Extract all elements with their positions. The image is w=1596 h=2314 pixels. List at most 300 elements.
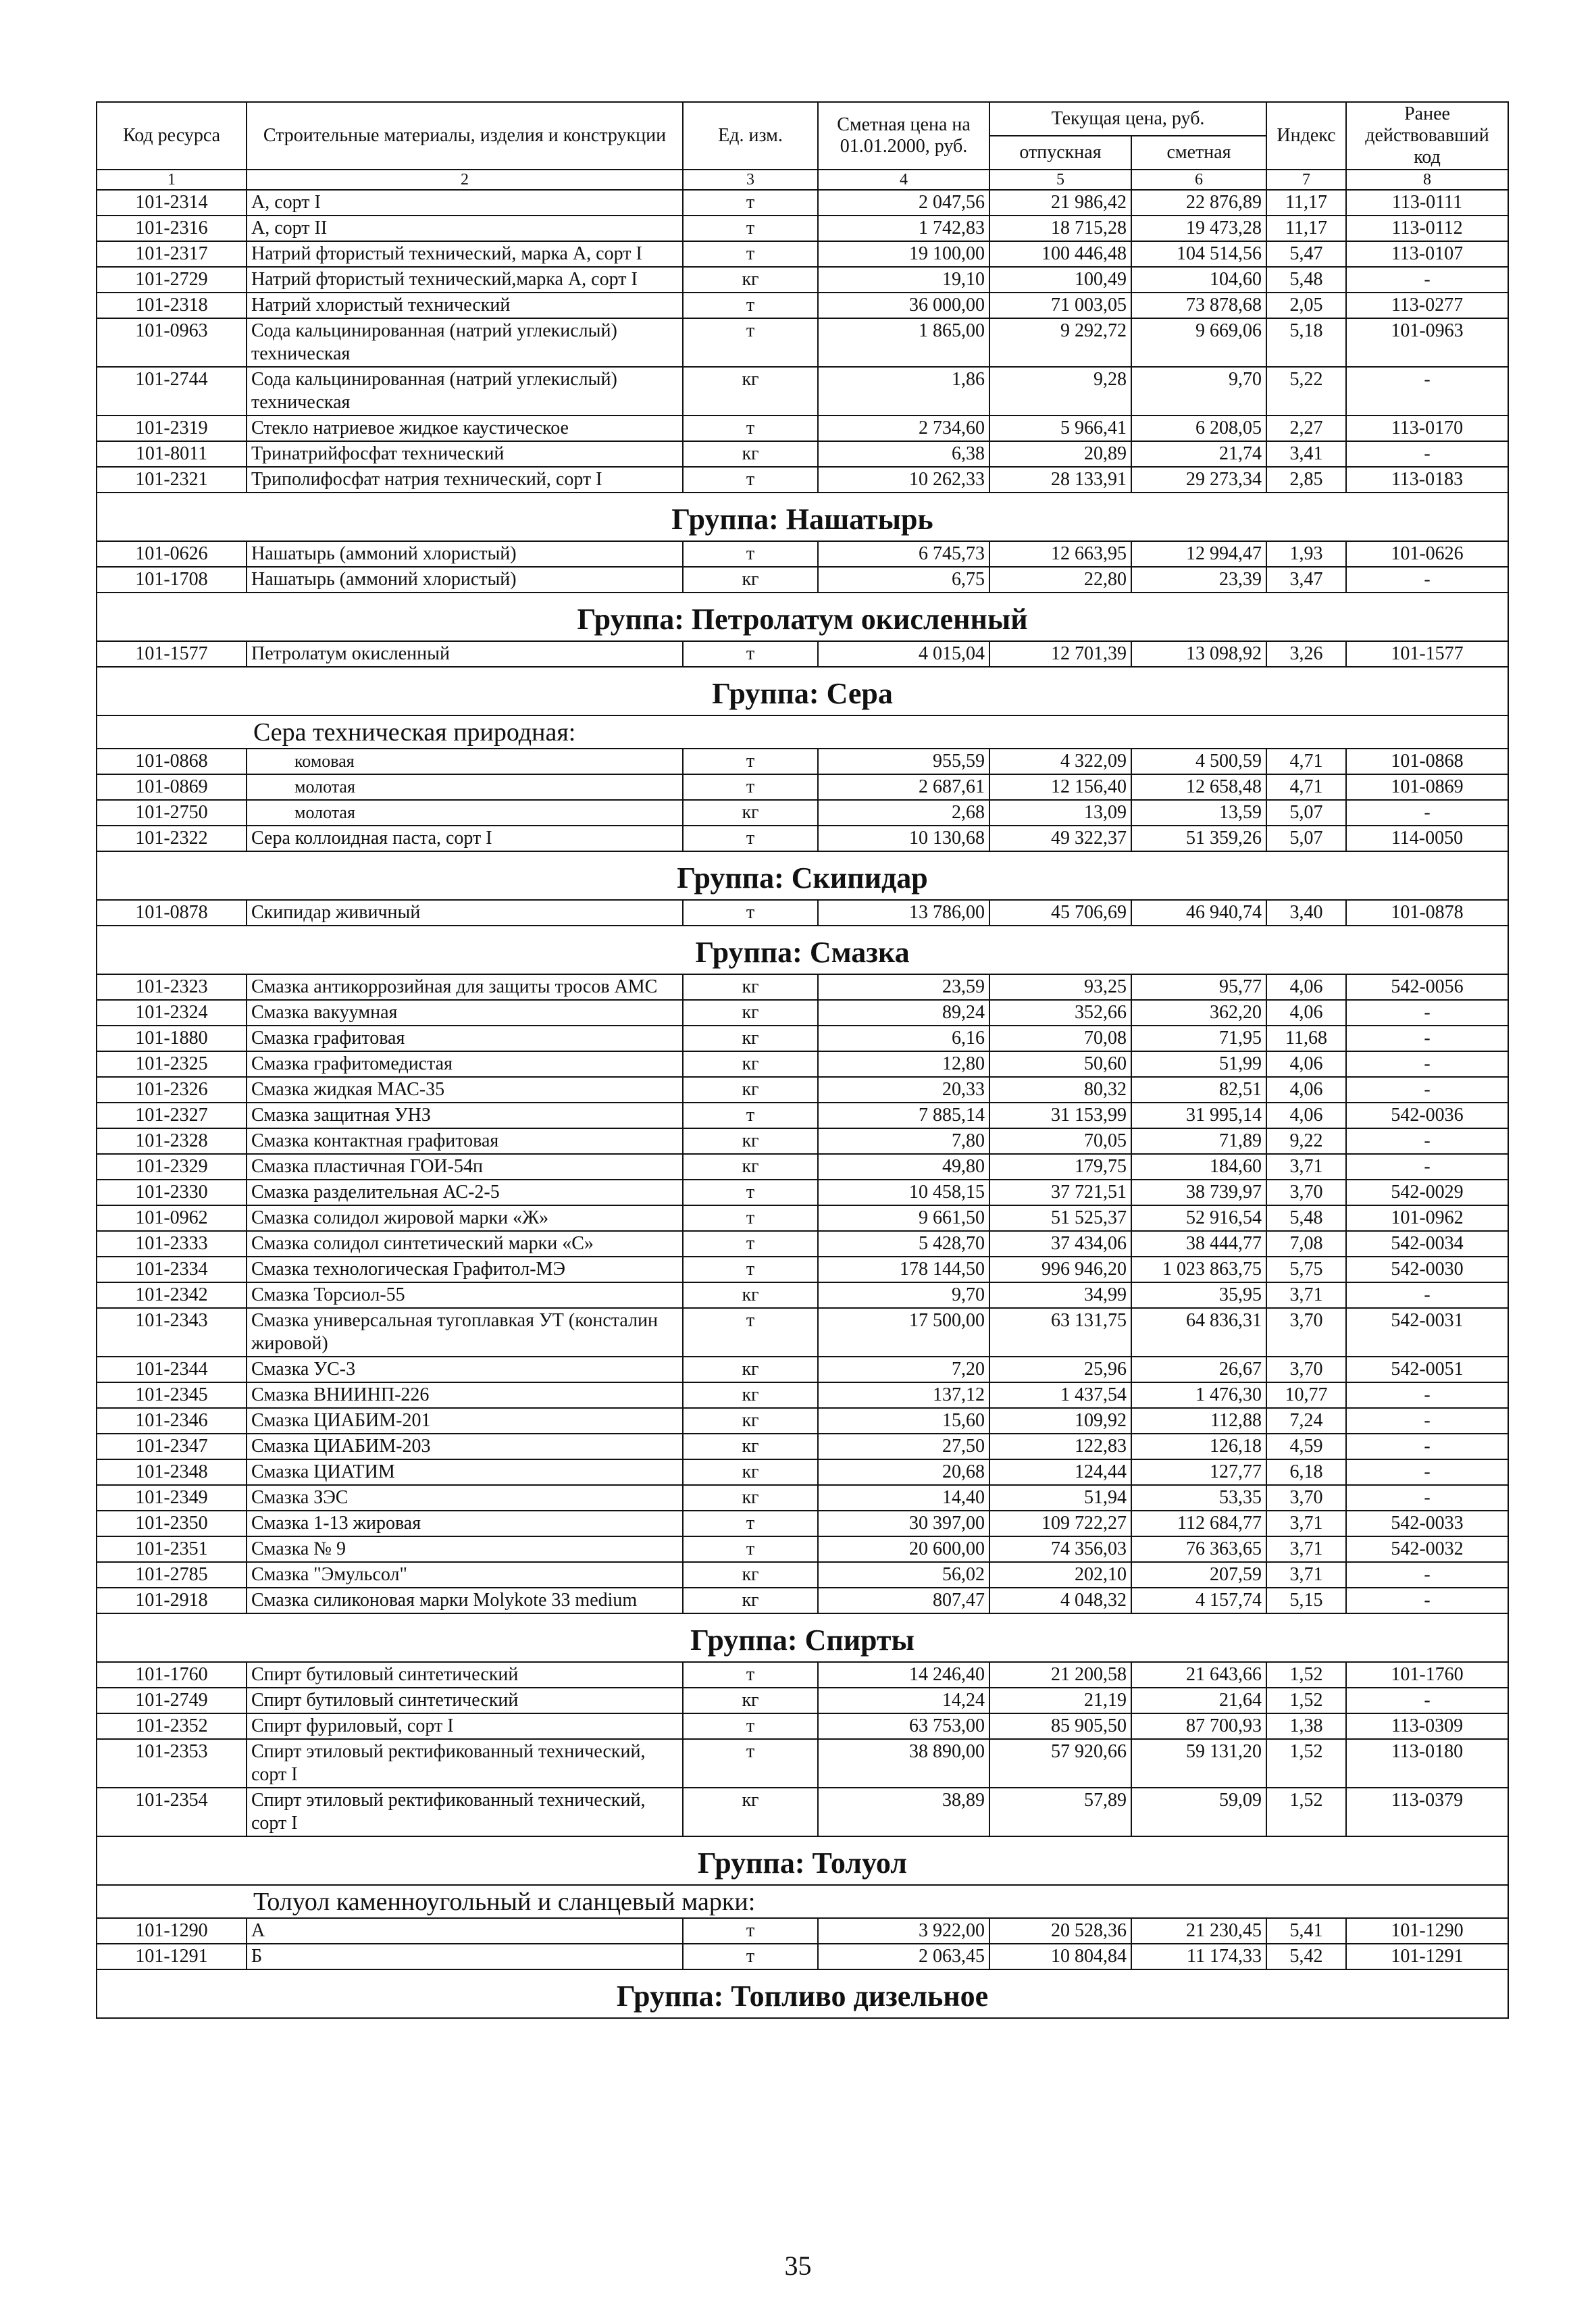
unit-cell: т [683, 1103, 818, 1128]
material-name-cell: Смазка защитная УНЗ [247, 1103, 683, 1128]
price-2000-cell: 9,70 [818, 1282, 989, 1308]
resource-code-cell: 101-0868 [97, 749, 247, 774]
material-name-cell: Смазка графитовая [247, 1026, 683, 1051]
previous-code-cell: - [1346, 1459, 1508, 1485]
price-index-cell: 3,70 [1266, 1308, 1346, 1357]
previous-code-cell: - [1346, 367, 1508, 416]
table-row [97, 1357, 1508, 1382]
table-row [97, 1382, 1508, 1408]
price-2000-cell: 2,68 [818, 800, 989, 826]
resource-code-cell: 101-2347 [97, 1434, 247, 1459]
release-price-cell: 20 528,36 [989, 1918, 1131, 1944]
unit-cell: т [683, 216, 818, 241]
table-row [97, 1918, 1508, 1944]
release-price-cell: 45 706,69 [989, 900, 1131, 926]
previous-code-cell: - [1346, 1382, 1508, 1408]
resource-code-cell: 101-8011 [97, 441, 247, 467]
resource-code-cell: 101-2345 [97, 1382, 247, 1408]
resource-code-cell: 101-2316 [97, 216, 247, 241]
material-name-cell: Натрий фтористый технический, марка А, сорт I [247, 241, 683, 267]
table-row [97, 800, 1508, 826]
price-index-cell: 3,71 [1266, 1282, 1346, 1308]
price-table [96, 101, 1509, 2019]
price-index-cell: 5,42 [1266, 1944, 1346, 1969]
group-heading-row [97, 1969, 1508, 2018]
unit-cell: т [683, 641, 818, 667]
release-price-cell: 21 200,58 [989, 1662, 1131, 1688]
previous-code-cell: 113-0180 [1346, 1739, 1508, 1788]
price-index-cell: 9,22 [1266, 1128, 1346, 1154]
previous-code-cell: - [1346, 1434, 1508, 1459]
price-2000-cell: 20,68 [818, 1459, 989, 1485]
estimate-price-cell: 207,59 [1131, 1562, 1266, 1588]
estimate-price-cell: 362,20 [1131, 1000, 1266, 1026]
table-row [97, 1308, 1508, 1357]
resource-code-cell: 101-1760 [97, 1662, 247, 1688]
resource-code-cell: 101-2333 [97, 1231, 247, 1257]
material-name-cell: Скипидар живичный [247, 900, 683, 926]
estimate-price-cell: 21,74 [1131, 441, 1266, 467]
resource-code-cell: 101-1577 [97, 641, 247, 667]
release-price-cell: 74 356,03 [989, 1536, 1131, 1562]
unit-cell: кг [683, 1154, 818, 1180]
release-price-cell: 100,49 [989, 267, 1131, 293]
table-row [97, 1154, 1508, 1180]
price-2000-cell: 19 100,00 [818, 241, 989, 267]
unit-cell: т [683, 541, 818, 567]
group-heading: Группа: Сера [97, 667, 1508, 715]
table-row [97, 1511, 1508, 1536]
table-row [97, 1257, 1508, 1282]
resource-code-cell: 101-2349 [97, 1485, 247, 1511]
unit-cell: т [683, 1662, 818, 1688]
release-price-cell: 18 715,28 [989, 216, 1131, 241]
material-name-cell: А, сорт I [247, 190, 683, 216]
previous-code-cell: 101-1290 [1346, 1918, 1508, 1944]
release-price-cell: 13,09 [989, 800, 1131, 826]
material-name-cell: Смазка ВНИИНП-226 [247, 1382, 683, 1408]
release-price-cell: 70,05 [989, 1128, 1131, 1154]
price-2000-cell: 27,50 [818, 1434, 989, 1459]
group-heading: Группа: Нашатырь [97, 493, 1508, 541]
release-price-cell: 34,99 [989, 1282, 1131, 1308]
resource-code-cell: 101-2352 [97, 1713, 247, 1739]
release-price-cell: 22,80 [989, 567, 1131, 593]
header-release-price: отпускная [989, 136, 1131, 170]
material-name-cell: Смазка УС-3 [247, 1357, 683, 1382]
header-code: Код ресурса [97, 102, 247, 170]
estimate-price-cell: 87 700,93 [1131, 1713, 1266, 1739]
column-number: 2 [247, 170, 683, 190]
price-index-cell: 11,17 [1266, 216, 1346, 241]
unit-cell: т [683, 190, 818, 216]
estimate-price-cell: 26,67 [1131, 1357, 1266, 1382]
table-row [97, 1103, 1508, 1128]
table-row [97, 1205, 1508, 1231]
resource-code-cell: 101-2343 [97, 1308, 247, 1357]
price-2000-cell: 2 047,56 [818, 190, 989, 216]
price-2000-cell: 38,89 [818, 1788, 989, 1836]
unit-cell: кг [683, 1434, 818, 1459]
release-price-cell: 57,89 [989, 1788, 1131, 1836]
material-name-cell: Спирт бутиловый синтетический [247, 1662, 683, 1688]
material-name-cell: Смазка универсальная тугоплавкая УТ (консталин жировой) [247, 1308, 683, 1357]
resource-code-cell: 101-0869 [97, 774, 247, 800]
price-index-cell: 2,85 [1266, 467, 1346, 493]
release-price-cell: 12 156,40 [989, 774, 1131, 800]
table-row [97, 1562, 1508, 1588]
group-heading-row [97, 667, 1508, 715]
price-index-cell: 3,71 [1266, 1511, 1346, 1536]
material-name-cell: Натрий хлористый технический [247, 293, 683, 318]
previous-code-cell: 101-1760 [1346, 1662, 1508, 1688]
resource-code-cell: 101-2322 [97, 826, 247, 851]
price-2000-cell: 15,60 [818, 1408, 989, 1434]
price-2000-cell: 2 734,60 [818, 416, 989, 441]
price-2000-cell: 9 661,50 [818, 1205, 989, 1231]
previous-code-cell: 113-0277 [1346, 293, 1508, 318]
previous-code-cell: 542-0030 [1346, 1257, 1508, 1282]
resource-code-cell: 101-2346 [97, 1408, 247, 1434]
estimate-price-cell: 64 836,31 [1131, 1308, 1266, 1357]
price-2000-cell: 2 063,45 [818, 1944, 989, 1969]
release-price-cell: 21,19 [989, 1688, 1131, 1713]
previous-code-cell: - [1346, 567, 1508, 593]
header-name: Строительные материалы, изделия и конструкции [247, 102, 683, 170]
material-name-cell: Спирт этиловый ректификованный технический, сорт I [247, 1788, 683, 1836]
material-name-cell: Спирт этиловый ректификованный технический, сорт I [247, 1739, 683, 1788]
previous-code-cell: 101-0869 [1346, 774, 1508, 800]
unit-cell: кг [683, 1485, 818, 1511]
release-price-cell: 179,75 [989, 1154, 1131, 1180]
table-row [97, 318, 1508, 367]
price-index-cell: 2,05 [1266, 293, 1346, 318]
unit-cell: кг [683, 1562, 818, 1588]
resource-code-cell: 101-2350 [97, 1511, 247, 1536]
resource-code-cell: 101-2318 [97, 293, 247, 318]
material-name-cell: Смазка "Эмульсол" [247, 1562, 683, 1588]
price-index-cell: 3,71 [1266, 1536, 1346, 1562]
unit-cell: т [683, 1308, 818, 1357]
release-price-cell: 85 905,50 [989, 1713, 1131, 1739]
unit-cell: кг [683, 1588, 818, 1613]
price-index-cell: 5,07 [1266, 800, 1346, 826]
material-name-cell: Смазка ЗЭС [247, 1485, 683, 1511]
price-2000-cell: 955,59 [818, 749, 989, 774]
estimate-price-cell: 22 876,89 [1131, 190, 1266, 216]
price-2000-cell: 14,40 [818, 1485, 989, 1511]
price-index-cell: 11,68 [1266, 1026, 1346, 1051]
table-row [97, 1408, 1508, 1434]
previous-code-cell: 113-0170 [1346, 416, 1508, 441]
estimate-price-cell: 112 684,77 [1131, 1511, 1266, 1536]
group-heading: Группа: Скипидар [97, 851, 1508, 900]
table-row [97, 541, 1508, 567]
release-price-cell: 37 434,06 [989, 1231, 1131, 1257]
previous-code-cell: 113-0309 [1346, 1713, 1508, 1739]
price-2000-cell: 12,80 [818, 1051, 989, 1077]
price-2000-cell: 14,24 [818, 1688, 989, 1713]
header-price-2000: Сметная цена на 01.01.2000, руб. [818, 102, 989, 170]
material-name-cell: Стекло натриевое жидкое каустическое [247, 416, 683, 441]
price-2000-cell: 3 922,00 [818, 1918, 989, 1944]
estimate-price-cell: 112,88 [1131, 1408, 1266, 1434]
estimate-price-cell: 38 739,97 [1131, 1180, 1266, 1205]
subgroup-heading-row [97, 715, 1508, 749]
estimate-price-cell: 11 174,33 [1131, 1944, 1266, 1969]
table-row [97, 1026, 1508, 1051]
header-unit: Ед. изм. [683, 102, 818, 170]
previous-code-cell: 101-0626 [1346, 541, 1508, 567]
release-price-cell: 49 322,37 [989, 826, 1131, 851]
release-price-cell: 51,94 [989, 1485, 1131, 1511]
column-number: 8 [1346, 170, 1508, 190]
unit-cell: т [683, 467, 818, 493]
group-heading: Группа: Толуол [97, 1836, 1508, 1885]
price-index-cell: 3,26 [1266, 641, 1346, 667]
table-row [97, 367, 1508, 416]
price-index-cell: 5,15 [1266, 1588, 1346, 1613]
unit-cell: кг [683, 1357, 818, 1382]
estimate-price-cell: 4 157,74 [1131, 1588, 1266, 1613]
previous-code-cell: 542-0034 [1346, 1231, 1508, 1257]
previous-code-cell: 542-0056 [1346, 974, 1508, 1000]
previous-code-cell: - [1346, 267, 1508, 293]
unit-cell: кг [683, 800, 818, 826]
release-price-cell: 124,44 [989, 1459, 1131, 1485]
previous-code-cell: - [1346, 441, 1508, 467]
unit-cell: т [683, 1205, 818, 1231]
material-name-cell: Петролатум окисленный [247, 641, 683, 667]
price-index-cell: 1,93 [1266, 541, 1346, 567]
previous-code-cell: - [1346, 1026, 1508, 1051]
resource-code-cell: 101-1880 [97, 1026, 247, 1051]
release-price-cell: 4 048,32 [989, 1588, 1131, 1613]
release-price-cell: 202,10 [989, 1562, 1131, 1588]
price-2000-cell: 20 600,00 [818, 1536, 989, 1562]
previous-code-cell: - [1346, 1485, 1508, 1511]
previous-code-cell: 101-1577 [1346, 641, 1508, 667]
price-index-cell: 3,47 [1266, 567, 1346, 593]
material-name-cell: Сода кальцинированная (натрий углекислый) техническая [247, 318, 683, 367]
table-row [97, 1536, 1508, 1562]
group-heading-row [97, 851, 1508, 900]
price-2000-cell: 13 786,00 [818, 900, 989, 926]
estimate-price-cell: 13,59 [1131, 800, 1266, 826]
price-index-cell: 1,52 [1266, 1688, 1346, 1713]
previous-code-cell: - [1346, 1077, 1508, 1103]
table-row [97, 441, 1508, 467]
material-name-cell: Натрий фтористый технический,марка А, сорт I [247, 267, 683, 293]
resource-code-cell: 101-0878 [97, 900, 247, 926]
price-2000-cell: 36 000,00 [818, 293, 989, 318]
material-name-cell: Смазка контактная графитовая [247, 1128, 683, 1154]
table-row [97, 900, 1508, 926]
price-2000-cell: 7,20 [818, 1357, 989, 1382]
table-row [97, 749, 1508, 774]
table-row [97, 1459, 1508, 1485]
material-name-cell: молотая [247, 774, 683, 800]
previous-code-cell: 542-0051 [1346, 1357, 1508, 1382]
estimate-price-cell: 184,60 [1131, 1154, 1266, 1180]
price-2000-cell: 5 428,70 [818, 1231, 989, 1257]
price-2000-cell: 14 246,40 [818, 1662, 989, 1688]
price-index-cell: 4,71 [1266, 749, 1346, 774]
unit-cell: т [683, 318, 818, 367]
price-index-cell: 5,18 [1266, 318, 1346, 367]
material-name-cell: Смазка Торсиол-55 [247, 1282, 683, 1308]
resource-code-cell: 101-2323 [97, 974, 247, 1000]
price-2000-cell: 10 130,68 [818, 826, 989, 851]
material-name-cell: Смазка силиконовая марки Molykote 33 medium [247, 1588, 683, 1613]
estimate-price-cell: 38 444,77 [1131, 1231, 1266, 1257]
unit-cell: т [683, 1180, 818, 1205]
unit-cell: кг [683, 1382, 818, 1408]
material-name-cell: Триполифосфат натрия технический, сорт I [247, 467, 683, 493]
previous-code-cell: 113-0107 [1346, 241, 1508, 267]
release-price-cell: 80,32 [989, 1077, 1131, 1103]
price-index-cell: 4,06 [1266, 1051, 1346, 1077]
release-price-cell: 100 446,48 [989, 241, 1131, 267]
previous-code-cell: 101-1291 [1346, 1944, 1508, 1969]
price-index-cell: 4,59 [1266, 1434, 1346, 1459]
estimate-price-cell: 21,64 [1131, 1688, 1266, 1713]
table-row [97, 1944, 1508, 1969]
estimate-price-cell: 9,70 [1131, 367, 1266, 416]
material-name-cell: Тринатрийфосфат технический [247, 441, 683, 467]
price-index-cell: 10,77 [1266, 1382, 1346, 1408]
estimate-price-cell: 23,39 [1131, 567, 1266, 593]
material-name-cell: комовая [247, 749, 683, 774]
unit-cell: кг [683, 1051, 818, 1077]
table-row [97, 1077, 1508, 1103]
price-2000-cell: 6 745,73 [818, 541, 989, 567]
estimate-price-cell: 127,77 [1131, 1459, 1266, 1485]
price-index-cell: 5,41 [1266, 1918, 1346, 1944]
empty-cell [97, 715, 247, 749]
group-heading: Группа: Смазка [97, 926, 1508, 974]
price-index-cell: 3,70 [1266, 1180, 1346, 1205]
header-estimate-price: сметная [1131, 136, 1266, 170]
material-name-cell: А [247, 1918, 683, 1944]
material-name-cell: Смазка вакуумная [247, 1000, 683, 1026]
estimate-price-cell: 9 669,06 [1131, 318, 1266, 367]
price-index-cell: 5,22 [1266, 367, 1346, 416]
table-row [97, 1485, 1508, 1511]
release-price-cell: 37 721,51 [989, 1180, 1131, 1205]
resource-code-cell: 101-2314 [97, 190, 247, 216]
price-2000-cell: 6,16 [818, 1026, 989, 1051]
group-heading-row [97, 493, 1508, 541]
previous-code-cell: 113-0111 [1346, 190, 1508, 216]
estimate-price-cell: 52 916,54 [1131, 1205, 1266, 1231]
material-name-cell: Смазка разделительная АС-2-5 [247, 1180, 683, 1205]
resource-code-cell: 101-2918 [97, 1588, 247, 1613]
price-index-cell: 4,06 [1266, 1077, 1346, 1103]
previous-code-cell: - [1346, 1588, 1508, 1613]
unit-cell: кг [683, 1459, 818, 1485]
price-2000-cell: 807,47 [818, 1588, 989, 1613]
previous-code-cell: - [1346, 1000, 1508, 1026]
price-2000-cell: 56,02 [818, 1562, 989, 1588]
table-row [97, 1688, 1508, 1713]
resource-code-cell: 101-2353 [97, 1739, 247, 1788]
resource-code-cell: 101-2785 [97, 1562, 247, 1588]
estimate-price-cell: 46 940,74 [1131, 900, 1266, 926]
material-name-cell: Спирт фуриловый, сорт I [247, 1713, 683, 1739]
estimate-price-cell: 71,95 [1131, 1026, 1266, 1051]
subgroup-heading: Сера техническая природная: [247, 715, 1508, 749]
column-number: 6 [1131, 170, 1266, 190]
resource-code-cell: 101-2744 [97, 367, 247, 416]
previous-code-cell: - [1346, 1408, 1508, 1434]
price-index-cell: 5,48 [1266, 267, 1346, 293]
release-price-cell: 9 292,72 [989, 318, 1131, 367]
table-body [97, 190, 1508, 2018]
previous-code-cell: - [1346, 1282, 1508, 1308]
unit-cell: т [683, 826, 818, 851]
price-index-cell: 4,71 [1266, 774, 1346, 800]
material-name-cell: Смазка ЦИАБИМ-201 [247, 1408, 683, 1434]
price-2000-cell: 7,80 [818, 1128, 989, 1154]
column-number: 3 [683, 170, 818, 190]
price-2000-cell: 6,75 [818, 567, 989, 593]
unit-cell: т [683, 1739, 818, 1788]
resource-code-cell: 101-1708 [97, 567, 247, 593]
estimate-price-cell: 4 500,59 [1131, 749, 1266, 774]
previous-code-cell: - [1346, 1051, 1508, 1077]
table-row [97, 1434, 1508, 1459]
resource-code-cell: 101-2327 [97, 1103, 247, 1128]
unit-cell: кг [683, 1788, 818, 1836]
unit-cell: кг [683, 367, 818, 416]
previous-code-cell: 101-0868 [1346, 749, 1508, 774]
table-row [97, 1051, 1508, 1077]
price-index-cell: 3,71 [1266, 1562, 1346, 1588]
release-price-cell: 5 966,41 [989, 416, 1131, 441]
release-price-cell: 9,28 [989, 367, 1131, 416]
price-index-cell: 1,52 [1266, 1739, 1346, 1788]
price-2000-cell: 49,80 [818, 1154, 989, 1180]
material-name-cell: Смазка ЦИАТИМ [247, 1459, 683, 1485]
unit-cell: кг [683, 1688, 818, 1713]
material-name-cell: Смазка технологическая Графитол-МЭ [247, 1257, 683, 1282]
table-row [97, 1713, 1508, 1739]
price-2000-cell: 4 015,04 [818, 641, 989, 667]
material-name-cell: Спирт бутиловый синтетический [247, 1688, 683, 1713]
unit-cell: т [683, 900, 818, 926]
unit-cell: кг [683, 1026, 818, 1051]
resource-code-cell: 101-2354 [97, 1788, 247, 1836]
unit-cell: т [683, 241, 818, 267]
release-price-cell: 28 133,91 [989, 467, 1131, 493]
estimate-price-cell: 29 273,34 [1131, 467, 1266, 493]
unit-cell: т [683, 1944, 818, 1969]
estimate-price-cell: 1 023 863,75 [1131, 1257, 1266, 1282]
resource-code-cell: 101-2750 [97, 800, 247, 826]
price-2000-cell: 2 687,61 [818, 774, 989, 800]
release-price-cell: 12 663,95 [989, 541, 1131, 567]
price-index-cell: 5,48 [1266, 1205, 1346, 1231]
header-index: Индекс [1266, 102, 1346, 170]
estimate-price-cell: 12 994,47 [1131, 541, 1266, 567]
table-row [97, 567, 1508, 593]
material-name-cell: Смазка 1-13 жировая [247, 1511, 683, 1536]
column-numbers-row [97, 170, 1508, 190]
estimate-price-cell: 126,18 [1131, 1434, 1266, 1459]
release-price-cell: 12 701,39 [989, 641, 1131, 667]
price-table-sheet [96, 101, 1508, 2019]
